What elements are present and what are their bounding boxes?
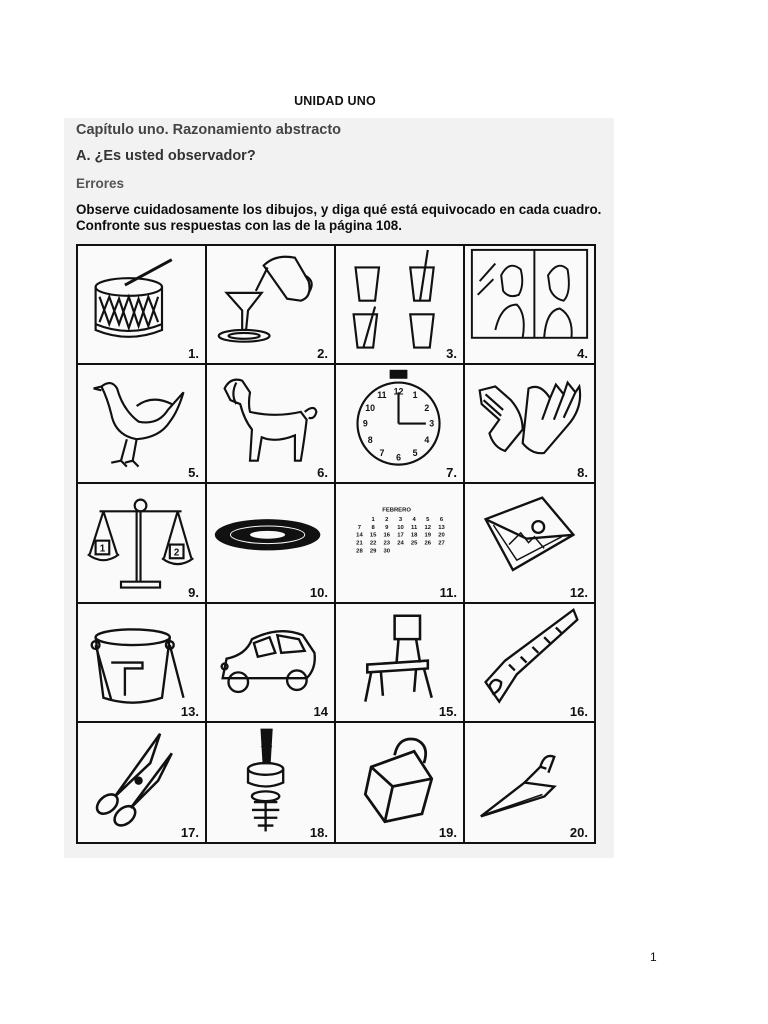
calendar-day: 16 xyxy=(383,533,391,540)
grid-cell-11 xyxy=(336,484,465,603)
clock-number: 11 xyxy=(377,390,387,401)
grid-cell-5 xyxy=(78,365,207,484)
calendar-day: 20 xyxy=(438,533,445,540)
calendar-day: 15 xyxy=(369,533,377,540)
grid-cell-6 xyxy=(207,365,336,484)
grid-cell-3 xyxy=(336,246,465,365)
cell-number: 18. xyxy=(309,824,328,840)
calendar-day: 13 xyxy=(438,525,445,532)
cell-number: 8. xyxy=(577,465,588,481)
calendar-day: 17 xyxy=(397,533,404,540)
calendar-day: 3 xyxy=(398,517,403,524)
calendar-day: 12 xyxy=(424,525,432,532)
cell-number: 7. xyxy=(446,465,457,481)
glasses-straws-icon xyxy=(336,246,463,363)
instructions-line-1: Observe cuidadosamente los dibujos, y diga qué está equivocado en cada cuadro. xyxy=(76,202,602,217)
hands-icon xyxy=(465,365,594,482)
grid-cell-16 xyxy=(465,604,594,723)
cell-number: 15. xyxy=(438,703,457,719)
grid-cell-8 xyxy=(465,365,594,484)
grid-cell-17 xyxy=(78,723,207,842)
cell-number: 17. xyxy=(180,824,199,840)
cell-number: 5. xyxy=(188,465,199,481)
section-heading: A. ¿Es usted observador? xyxy=(76,148,256,164)
clock-number: 12 xyxy=(393,386,404,397)
weight-label: 1 xyxy=(99,543,106,555)
cell-number: 12. xyxy=(569,584,588,600)
calendar-day: 24 xyxy=(397,540,404,547)
dog-icon xyxy=(207,365,334,482)
grid-cell-20 xyxy=(465,723,594,842)
calendar-day: 21 xyxy=(356,540,363,547)
cell-number: 6. xyxy=(317,465,328,481)
calendar-day: 1 xyxy=(371,517,375,524)
cell-number: 1. xyxy=(188,346,199,362)
calendar-day: 5 xyxy=(426,517,430,524)
pitcher-funnel-icon xyxy=(207,246,334,363)
cell-number: 20. xyxy=(569,824,588,840)
grid-cell-13 xyxy=(78,604,207,723)
page-number: 1 xyxy=(650,950,657,964)
chapter-heading: Capítulo uno. Razonamiento abstracto xyxy=(76,122,342,138)
women-mirror-icon xyxy=(465,246,594,363)
grid-cell-7 xyxy=(336,365,465,484)
clock-number: 7 xyxy=(379,448,385,459)
calendar-day: 9 xyxy=(385,525,389,532)
clock-number: 5 xyxy=(412,448,418,459)
cell-number: 14 xyxy=(313,703,328,719)
calendar-day: 14 xyxy=(356,533,363,540)
weight-label: 2 xyxy=(173,547,180,559)
grid-cell-18 xyxy=(207,723,336,842)
clock-number: 4 xyxy=(424,435,430,446)
cell-number: 13. xyxy=(180,703,199,719)
grid-cell-2 xyxy=(207,246,336,365)
pictures-grid xyxy=(76,244,596,844)
cell-number: 11. xyxy=(439,584,457,600)
grid-cell-1 xyxy=(78,246,207,365)
subsection-heading: Errores xyxy=(76,176,125,191)
cell-number: 3. xyxy=(446,346,457,362)
calendar-day: 19 xyxy=(424,533,432,540)
calendar-day: 6 xyxy=(439,517,444,524)
calendar-day: 28 xyxy=(356,548,363,555)
clock-number: 3 xyxy=(429,418,435,429)
clock-icon xyxy=(336,365,463,482)
cell-number: 4. xyxy=(577,346,588,362)
calendar-day: 10 xyxy=(397,525,404,532)
clock-number: 8 xyxy=(367,435,373,446)
calendar-day: 11 xyxy=(411,525,418,532)
grid-cell-9 xyxy=(78,484,207,603)
bird-icon xyxy=(78,365,205,482)
scale-icon xyxy=(78,484,205,601)
grid-cell-14 xyxy=(207,604,336,723)
clock-number: 10 xyxy=(365,403,376,414)
calendar-day: 27 xyxy=(438,540,445,547)
calendar-day: 22 xyxy=(369,540,377,547)
calendar-day: 25 xyxy=(410,540,418,547)
cell-number: 19. xyxy=(438,824,457,840)
grid-cell-12 xyxy=(465,484,594,603)
calendar-day: 2 xyxy=(385,517,389,524)
clock-number: 6 xyxy=(396,452,401,463)
calendar-day: 29 xyxy=(369,548,377,555)
calendar-day: 23 xyxy=(383,540,391,547)
instructions-line-2: Confronte sus respuestas con las de la página 108. xyxy=(76,218,402,233)
grid-cell-10 xyxy=(207,484,336,603)
scanned-worksheet xyxy=(64,118,614,858)
calendar-day: 18 xyxy=(410,533,418,540)
unit-title: UNIDAD UNO xyxy=(294,94,376,108)
clock-number: 1 xyxy=(412,390,418,401)
calendar-day: 30 xyxy=(383,548,391,555)
drum-icon xyxy=(78,246,205,363)
grid-cell-19 xyxy=(336,723,465,842)
calendar-month: FEBRERO xyxy=(382,507,411,514)
grid-cell-4 xyxy=(465,246,594,365)
instructions xyxy=(76,202,606,234)
clock-number: 2 xyxy=(424,403,430,414)
cell-number: 10. xyxy=(309,584,328,600)
cell-number: 16. xyxy=(569,703,588,719)
clock-number: 9 xyxy=(362,418,368,429)
cell-number: 9. xyxy=(188,584,199,600)
calendar-day: 7 xyxy=(357,525,362,532)
grid-cell-15 xyxy=(336,604,465,723)
cell-number: 2. xyxy=(317,346,328,362)
calendar-day: 4 xyxy=(412,517,416,524)
calendar-day: 8 xyxy=(371,525,375,532)
calendar-day: 26 xyxy=(424,540,432,547)
